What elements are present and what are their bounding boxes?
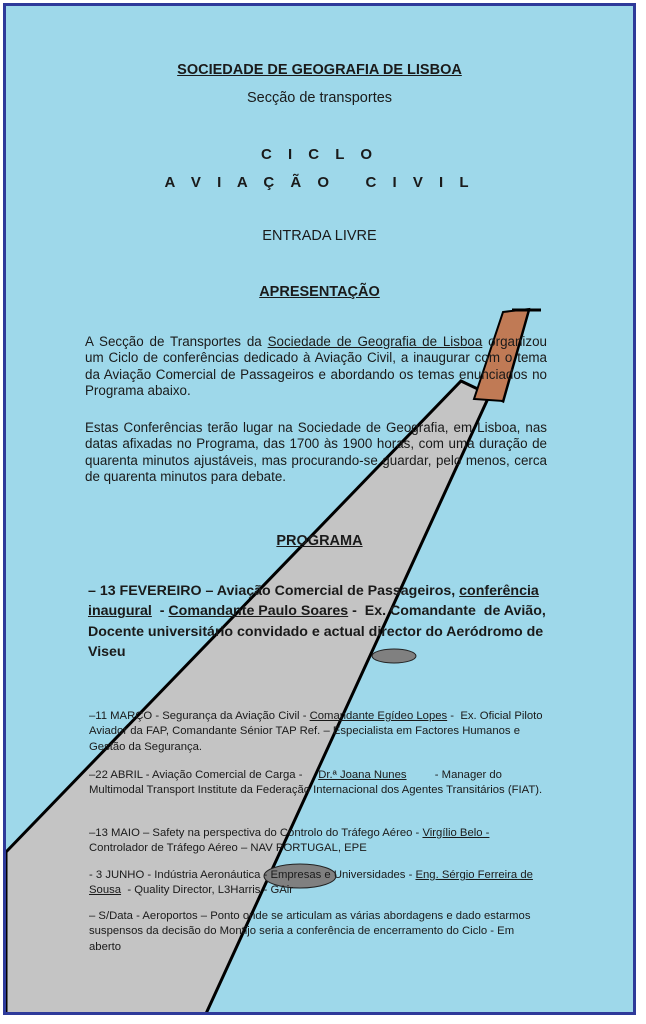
program-item-may [89,826,549,857]
presentation-heading: APRESENTAÇÃO [259,284,380,300]
item-text: –13 MAIO – Safety na perspectiva do Controlo do Tráfego Aéreo - [89,827,423,839]
program-item-airports: – S/Data - Aeroportos – Ponto onde se articulam as várias abordagens e dado estarmos suspensos da decisão do Montijo seria a conferência de encerramento do Ciclo - Em aberto [89,910,531,953]
main-event-text-a: – 13 FEVEREIRO – Aviação Comercial de Passageiros, [88,583,460,599]
program-item-june [89,868,549,899]
program-item-march [89,709,549,755]
cycle-subtitle: A V I A Ç Ã O C I V I L [164,174,475,191]
p1-text-start: A Secção de Transportes da [85,334,268,349]
poster-frame [3,3,636,1015]
cycle-title: C I C L O [260,146,379,163]
main-event-speaker: Comandante Paulo Soares [168,603,349,620]
item-speaker: Virgílio Belo - [422,827,490,839]
program-item-april [89,768,549,799]
item-speaker: Eng. Sérgio Ferreira de Sousa [89,869,533,897]
main-event-sep: - [151,603,169,620]
p1-text-end: organizou um Ciclo de conferências dedicado à Aviação Civil, a inaugurar com o tema da Aviação Comercial de Passageiros e abordando os temas enunciados no Programa abaixo. [85,334,547,399]
item-speaker: Comandante Egídeo Lopes [309,710,448,722]
item-speaker: Dr.ª Joana Nunes [318,769,407,781]
organization-title: SOCIEDADE DE GEOGRAFIA DE LISBOA [177,62,462,78]
item-text: - Ex. Oficial Piloto Aviador da FAP, Comandante Sénior TAP Ref. – Especialista em Factores Humanos e Gestão da Segurança. [89,710,546,753]
section-name: Secção de transportes [246,90,393,106]
item-text: –11 MARÇO - Segurança da Aviação Civil - [89,710,310,722]
item-text: - Manager do Multimodal Transport Institute da Federação Internacional dos Agentes Transitários (FIAT). [89,769,543,797]
presentation-paragraph-2: Estas Conferências terão lugar na Sociedade de Geografia, em Lisboa, nas datas afixadas no Programa, das 1700 às 1900 horas, com uma duração de quarenta minutos ajustáveis, mas procurando-se guardar, pelo menos, cerca de quarenta minutos para debate. [85,420,547,485]
item-text: - 3 JUNHO - Indústria Aeronáutica - Empresas e Universidades - [89,869,416,881]
program-heading: PROGRAMA [276,533,363,549]
presentation-paragraph-1 [85,334,547,400]
entry-notice: ENTRADA LIVRE [262,228,377,244]
item-text: –22 ABRIL - Aviação Comercial de Carga - [89,769,319,781]
main-event-label: conferência inaugural [88,583,539,620]
sgl-link: Sociedade de Geografia de Lisboa [267,334,483,349]
main-event-bio: - Ex. Comandante de Avião, Docente universitário convidado e actual director do Aeródromo de Viseu [88,603,550,661]
item-text: - Quality Director, L3Harris - GAir [121,884,294,897]
program-main-event [88,581,550,663]
item-text: Controlador de Tráfego Aéreo – NAV PORTUGAL, EPE [89,827,496,855]
